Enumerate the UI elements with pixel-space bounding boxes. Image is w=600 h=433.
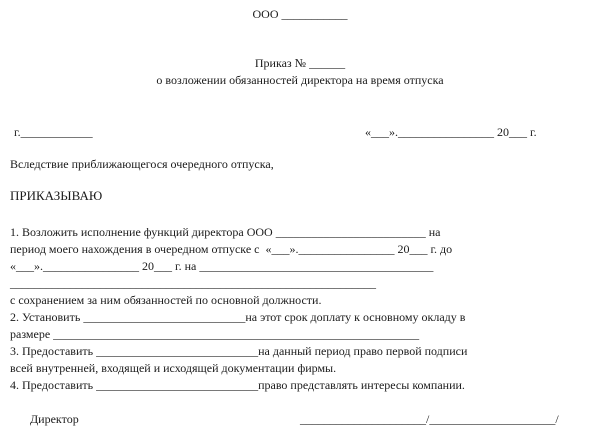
date-line: «___».________________ 20___ г. — [365, 125, 537, 139]
item-1-line-4: _____________________________________________________________ — [10, 276, 376, 290]
item-1-line-3: «___».________________ 20___ г. на _______________________________________ — [10, 259, 434, 273]
item-2-line-1: 2. Установить ___________________________на этот срок доплату к основному окладу в — [10, 310, 466, 324]
signature-line: _____________________/_____________________/ — [300, 412, 559, 426]
item-4-line-1: 4. Предоставить ___________________________право представлять интересы компании. — [10, 378, 465, 392]
item-3-line-1: 3. Предоставить ___________________________на данный период право первой подписи — [10, 344, 468, 358]
organization-line: ООО ___________ — [252, 7, 348, 21]
order-word: ПРИКАЗЫВАЮ — [10, 188, 103, 203]
item-1-line-2: период моего нахождения в очередном отпуске с «___».________________ 20___ г. до — [10, 242, 453, 256]
reason-text: Вследствие приближающегося очередного отпуска, — [10, 157, 274, 171]
order-title: Приказ № ______ — [254, 56, 346, 70]
item-1-line-1: 1. Возложить исполнение функций директора ООО _________________________ на — [10, 225, 441, 239]
signature-role: Директор — [30, 412, 79, 426]
item-2-line-2: размере _____________________________________________________________ — [10, 327, 420, 341]
item-3-line-2: всей внутренней, входящей и исходящей документации фирмы. — [10, 361, 337, 375]
order-subject: о возложении обязанностей директора на время отпуска — [156, 73, 444, 87]
city-line: г.____________ — [14, 125, 93, 139]
item-1-line-5: с сохранением за ним обязанностей по основной должности. — [10, 293, 322, 307]
